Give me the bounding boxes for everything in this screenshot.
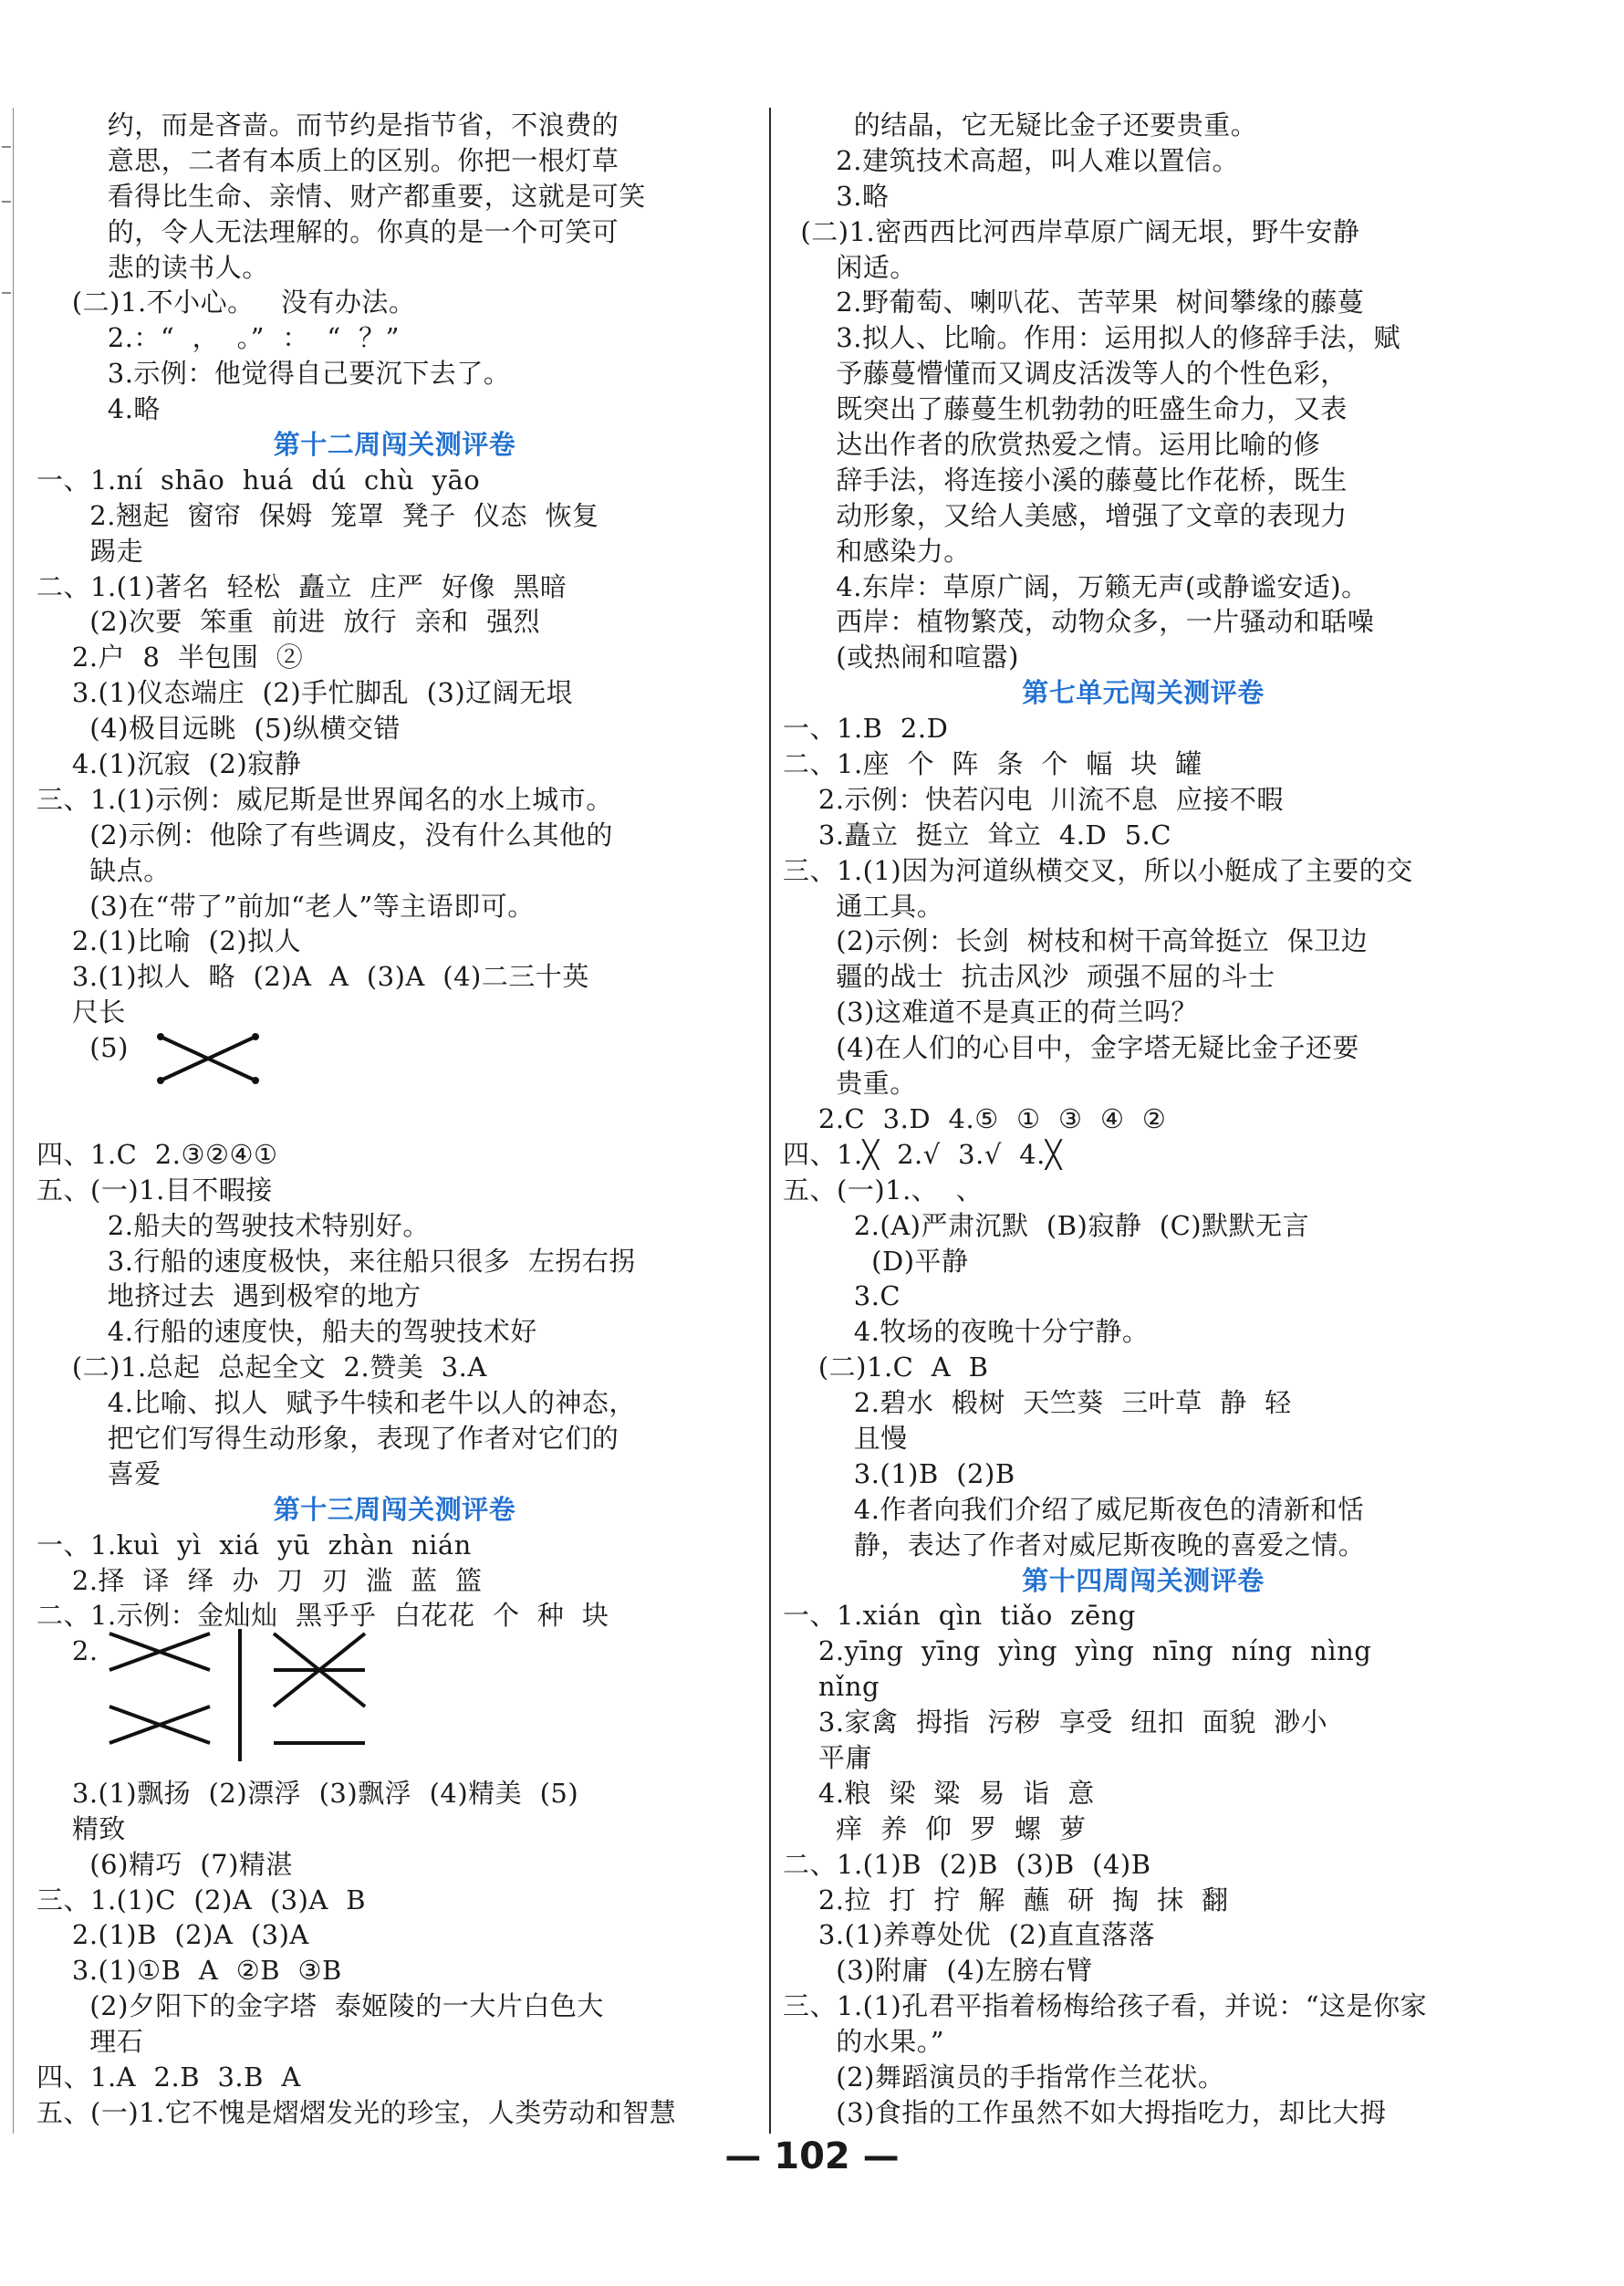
answer-line: 四、1.A 2.B 3.B A <box>36 2061 301 2093</box>
answer-line: 予藤蔓懵懂而又调皮活泼等人的个性色彩， <box>783 358 1348 390</box>
answer-line: (3)附庸 (4)左膀右臂 <box>783 1955 1093 1987</box>
answer-line: 3.略 <box>783 180 890 212</box>
answer-line: 3.(1)①B A ②B ③B <box>36 1955 342 1987</box>
answer-line: 四、1.╳ 2.√ 3.√ 4.╳ <box>783 1138 1062 1170</box>
answer-line: (4)极目远眺 (5)纵横交错 <box>36 713 401 745</box>
answer-line: 一、1.kuì yì xiá yū zhàn nián <box>36 1529 472 1561</box>
answer-line: 理石 <box>36 2026 144 2058</box>
answer-line: 3.(1)仪态端庄 (2)手忙脚乱 (3)辽阔无垠 <box>36 677 574 709</box>
answer-line: 二、1.示例：金灿灿 黑乎乎 白花花 个 种 块 <box>36 1600 609 1632</box>
answer-line: 3.拟人、比喻。作用：运用拟人的修辞手法，赋 <box>783 322 1400 354</box>
answer-line: (6)精巧 (7)精湛 <box>36 1848 293 1880</box>
page-number: — 102 — <box>724 2135 900 2177</box>
margin-tick <box>2 201 11 203</box>
answer-line: 2.择 译 绎 办 刀 刃 滥 蓝 篮 <box>36 1564 483 1596</box>
right-column <box>783 108 1504 2131</box>
answer-line: 地挤过去 遇到极窄的地方 <box>36 1280 422 1312</box>
answer-line: 缺点。 <box>36 854 171 886</box>
margin-tick <box>2 146 11 148</box>
answer-line: 喜爱 <box>36 1457 161 1489</box>
answer-line: 3.示例：他觉得自己要沉下去了。 <box>36 358 511 390</box>
matching-lines-figure <box>155 1031 265 1086</box>
answer-line: 2.翘起 窗帘 保姆 笼罩 凳子 仪态 恢复 <box>36 499 599 531</box>
answer-line: 通工具。 <box>783 890 944 922</box>
answer-line: 静，表达了作者对威尼斯夜晚的喜爱之情。 <box>783 1529 1366 1561</box>
answer-line: 的结晶，它无疑比金子还要贵重。 <box>783 110 1258 141</box>
answer-line: (2)舞蹈演员的手指常作兰花状。 <box>783 2061 1225 2093</box>
section-title: 第十三周闯关测评卷 <box>273 1493 516 1525</box>
answer-line: 动形象，又给人美感，增强了文章的表现力 <box>783 499 1348 531</box>
answer-line: (二)1.总起 总起全文 2.赞美 3.A <box>36 1352 487 1383</box>
answer-line: (3)在“带了”前加“老人”等主语即可。 <box>36 890 535 922</box>
answer-line: 3.(1)拟人 略 (2)A A (3)A (4)二三十英 <box>36 961 589 993</box>
answer-line: 2.：“ ， 。” ： “ ？” <box>36 322 400 354</box>
answer-line: 痒 养 仰 罗 螺 萝 <box>783 1812 1087 1844</box>
match-dot <box>157 1033 164 1040</box>
answer-line: 四、1.C 2.③②④① <box>36 1138 278 1170</box>
answer-line: 意思，二者有本质上的区别。你把一根灯草 <box>36 144 619 176</box>
answer-line: 二、1.(1)著名 轻松 矗立 庄严 好像 黑暗 <box>36 570 567 602</box>
answer-line: 2.(1)比喻 (2)拟人 <box>36 925 302 957</box>
answer-line: (5) <box>36 1032 129 1064</box>
answer-line: 2. <box>36 1635 99 1667</box>
answer-line: 4.(1)沉寂 (2)寂静 <box>36 748 302 780</box>
answer-line: (二)1.不小心。 没有办法。 <box>36 287 416 318</box>
answer-line: 把它们写得生动形象，表现了作者对它们的 <box>36 1422 619 1454</box>
answer-line: 4.比喻、拟人 赋予牛犊和老牛以人的神态， <box>36 1387 636 1419</box>
answer-line: 一、1.B 2.D <box>783 713 949 745</box>
answer-line: 二、1.(1)B (2)B (3)B (4)B <box>783 1848 1151 1880</box>
answer-line: 2.yīng yīng yìng yìng nīng níng nìng <box>783 1635 1372 1667</box>
answer-line: 三、1.(1)孔君平指着杨梅给孩子看，并说：“这是你家 <box>783 1990 1428 2022</box>
answer-line: 4.行船的速度快，船夫的驾驶技术好 <box>36 1316 537 1348</box>
answer-line: 五、(一)1.目不暇接 <box>36 1174 273 1206</box>
answer-line: 贵重。 <box>783 1068 917 1100</box>
column-divider <box>769 108 771 2134</box>
binding-margin-rule <box>13 108 14 2134</box>
answer-line: (3)这难道不是真正的荷兰吗？ <box>783 997 1198 1028</box>
match-dot <box>252 1033 259 1040</box>
answer-line: nǐng <box>783 1671 880 1703</box>
answer-line: 三、1.(1)C (2)A (3)A B <box>36 1884 367 1915</box>
answer-line <box>36 1066 753 1101</box>
answer-line: 达出作者的欣赏热爱之情。运用比喻的修 <box>783 429 1321 461</box>
answer-line: 悲的读书人。 <box>36 251 269 283</box>
answer-line: 3.行船的速度极快，来往船只很多 左拐右拐 <box>36 1245 636 1277</box>
answer-line: 4.东岸：草原广阔，万籁无声(或静谧安适)。 <box>783 570 1369 602</box>
section-title: 第十四周闯关测评卷 <box>1022 1564 1265 1596</box>
answer-line: 2.户 8 半包围 ② <box>36 642 304 673</box>
answer-line: 2.C 3.D 4.⑤ ① ③ ④ ② <box>783 1102 1167 1134</box>
answer-line: 既突出了藤蔓生机勃勃的旺盛生命力，又表 <box>783 393 1348 425</box>
answer-line: 精致 <box>36 1812 126 1844</box>
answer-line: 2.建筑技术高超，叫人难以置信。 <box>783 144 1239 176</box>
answer-line: (2)夕阳下的金字塔 泰姬陵的一大片白色大 <box>36 1990 604 2022</box>
answer-line <box>36 1101 753 1137</box>
answer-line: 2.野葡萄、喇叭花、苦苹果 树间攀缘的藤蔓 <box>783 287 1365 318</box>
answer-line: (D)平静 <box>783 1245 969 1277</box>
answer-line: 和感染力。 <box>783 535 971 567</box>
match-dot <box>157 1077 164 1084</box>
answer-line: 4.作者向我们介绍了威尼斯夜色的清新和恬 <box>783 1493 1365 1525</box>
answer-line: 约，而是吝啬。而节约是指节省，不浪费的 <box>36 110 619 141</box>
answer-line: 尺长 <box>36 997 126 1028</box>
margin-tick <box>2 292 11 294</box>
answer-line: 3.矗立 挺立 耸立 4.D 5.C <box>783 819 1172 851</box>
answer-line: (4)在人们的心目中，金字塔无疑比金子还要 <box>783 1032 1359 1064</box>
answer-line: 疆的战士 抗击风沙 顽强不屈的斗士 <box>783 961 1275 993</box>
answer-line: 2.船夫的驾驶技术特别好。 <box>36 1209 430 1241</box>
answer-line: 2.碧水 椴树 天竺葵 三叶草 静 轻 <box>783 1387 1292 1419</box>
section-title: 第七单元闯关测评卷 <box>1022 677 1265 709</box>
answer-line: 3.家禽 拇指 污秽 享受 纽扣 面貌 渺小 <box>783 1707 1328 1738</box>
answer-line: 辞手法，将连接小溪的藤蔓比作花桥，既生 <box>783 464 1348 496</box>
section-title: 第十二周闯关测评卷 <box>273 429 516 461</box>
answer-line: (3)食指的工作虽然不如大拇指吃力，却比大拇 <box>783 2096 1387 2128</box>
answer-line: 闲适。 <box>783 251 917 283</box>
answer-line: 2.拉 打 拧 解 蘸 研 掏 抹 翻 <box>783 1884 1229 1915</box>
answer-line: 五、(一)1.它不愧是熠熠发光的珍宝，人类劳动和智慧 <box>36 2096 677 2128</box>
answer-line: 3.C <box>783 1280 901 1312</box>
answer-line: 的，令人无法理解的。你真的是一个可笑可 <box>36 215 619 247</box>
left-column <box>36 108 753 2131</box>
answer-line: 4.略 <box>36 393 161 425</box>
answer-line: 3.(1)飘扬 (2)漂浮 (3)飘浮 (4)精美 (5) <box>36 1777 579 1809</box>
answer-line: (2)示例：他除了有些调皮，没有什么其他的 <box>36 819 613 851</box>
answer-line: 三、1.(1)因为河道纵横交叉，所以小艇成了主要的交 <box>783 854 1413 886</box>
answer-line: 的水果。” <box>783 2026 945 2058</box>
answer-line: 3.(1)B (2)B <box>783 1457 1015 1489</box>
answer-line: 3.(1)养尊处优 (2)直直落落 <box>783 1919 1156 1951</box>
answer-line: 二、1.座 个 阵 条 个 幅 块 罐 <box>783 748 1202 780</box>
answer-line: 2.(1)B (2)A (3)A <box>36 1919 309 1951</box>
answer-line: (二)1.密西西比河西岸草原广阔无垠，野牛安静 <box>783 215 1360 247</box>
answer-line: 踢走 <box>36 535 144 567</box>
answer-line: 4.粮 梁 粱 易 诣 意 <box>783 1777 1095 1809</box>
answer-line: 西岸：植物繁茂，动物众多，一片骚动和聒噪 <box>783 606 1375 638</box>
matching-lines-figure-2 <box>105 1629 388 1761</box>
answer-line: 看得比生命、亲情、财产都重要，这就是可笑 <box>36 180 646 212</box>
answer-line: 且慢 <box>783 1422 908 1454</box>
answer-line: 三、1.(1)示例：威尼斯是世界闻名的水上城市。 <box>36 783 613 815</box>
answer-line: (2)示例：长剑 树枝和树干高耸挺立 保卫边 <box>783 925 1369 957</box>
answer-line: 4.牧场的夜晚十分宁静。 <box>783 1316 1150 1348</box>
answer-line: 五、(一)1.、 、 <box>783 1174 984 1206</box>
answer-line: 2.示例：快若闪电 川流不息 应接不暇 <box>783 783 1284 815</box>
answer-line: 2.(A)严肃沉默 (B)寂静 (C)默默无言 <box>783 1209 1310 1241</box>
answer-line: (二)1.C A B <box>783 1352 989 1383</box>
match-dot <box>252 1077 259 1084</box>
answer-line: 一、1.ní shāo huá dú chù yāo <box>36 464 481 496</box>
answer-line: (或热闹和喧嚣) <box>783 642 1019 673</box>
answer-line: 平庸 <box>783 1741 872 1773</box>
answer-line: 一、1.xián qìn tiǎo zēng <box>783 1600 1136 1632</box>
answer-line: (2)次要 笨重 前进 放行 亲和 强烈 <box>36 606 541 638</box>
